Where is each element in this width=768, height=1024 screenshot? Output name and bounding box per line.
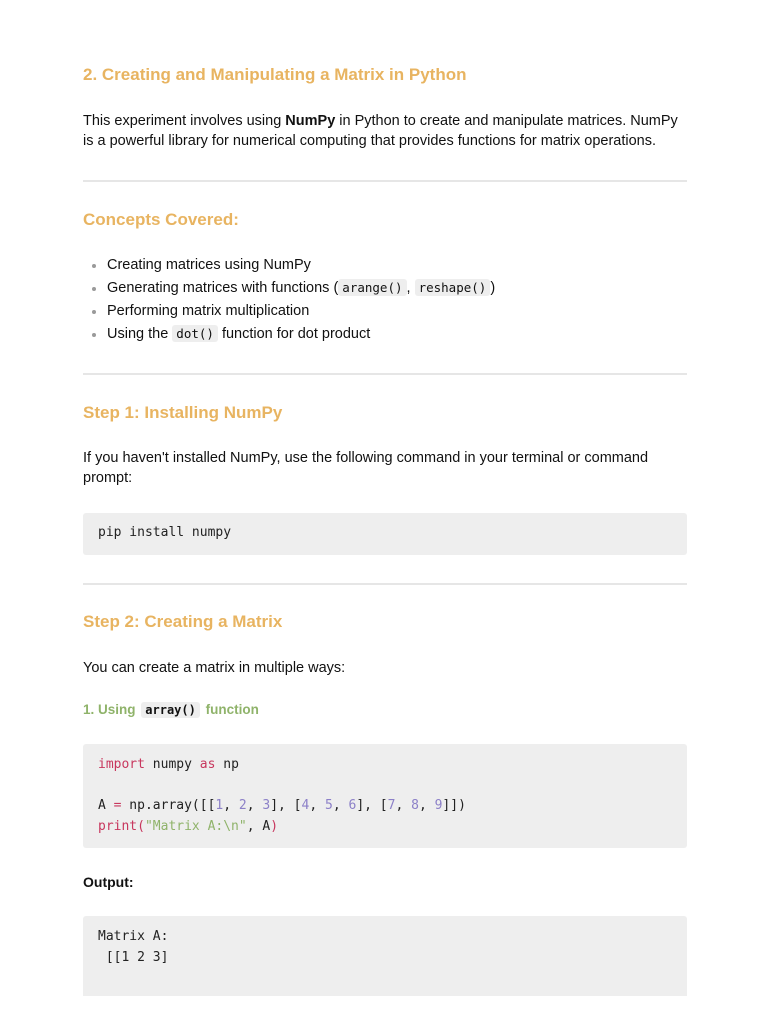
print-close: ) [270,818,279,834]
np-array-call: np.array([[ [121,798,216,813]
concept-item-3-text: Performing matrix multiplication [107,303,310,319]
num-9: 9 [434,798,443,813]
intro-text-end: in Python to create and manipulate matrices. NumPy is a powerful library for numerical computing that provides functions for matrix operations. [83,113,678,149]
num-8: 8 [411,798,419,813]
num-6: 6 [348,798,357,813]
num-7: 7 [387,798,396,813]
comma-2: , [246,798,263,813]
num-3: 3 [262,798,271,813]
section-title: 2. Creating and Manipulating a Matrix in Python [83,65,467,84]
code-line-import [98,757,239,772]
comma-6: , [418,798,435,813]
num-2: 2 [238,798,247,813]
step2-title: Step 2: Creating a Matrix [83,612,283,631]
step1-title: Step 1: Installing NumPy [83,403,283,422]
comma-5: , [395,798,412,813]
intro-bold-numpy: NumPy [285,113,336,129]
import-keyword: import [98,757,145,772]
step2-paragraph: You can create a matrix in multiple ways: [83,660,346,676]
concept-item-2 [83,278,687,301]
array-subheading [83,700,259,720]
num-4: 4 [301,798,310,813]
code-line-print [98,819,278,834]
concept-item-4 [83,324,687,347]
array-code-block[interactable] [83,744,687,848]
array-inline-code: array() [141,702,200,718]
concept-item-3 [83,301,687,324]
as-keyword: as [199,757,216,772]
row-sep-2: ], [ [356,798,388,813]
step1-paragraph: If you haven't installed NumPy, use the following command in your terminal or command prompt: [83,450,649,486]
concepts-list [83,255,687,347]
concepts-title: Concepts Covered: [83,210,239,229]
divider-3 [83,583,687,585]
array-subheading-suffix: function [205,702,259,717]
concept-item-2-text: Generating matrices with functions ( [107,280,339,296]
num-1: 1 [215,798,224,813]
intro-paragraph [83,111,687,151]
array-close: ]]) [442,798,466,813]
concept-item-2-close: ) [490,280,496,296]
output-line-1: Matrix A: [98,929,169,944]
module-alias: np [215,757,239,772]
output-line-2: [[1 2 3] [98,949,169,965]
code-line-array [98,798,466,813]
print-call: print( [98,818,145,834]
var-a: A [98,798,114,813]
print-args: , A [246,818,271,834]
concept-item-1 [83,255,687,278]
output-code-block[interactable] [83,916,687,996]
output-label: Output: [83,874,134,890]
concept-item-1-text: Creating matrices using NumPy [107,257,311,273]
arange-inline-code: arange() [338,279,406,296]
comma-3: , [309,798,325,813]
dot-inline-code: dot() [172,325,218,342]
array-subheading-prefix: 1. Using [83,702,136,717]
install-command: pip install numpy [98,525,232,540]
concept-item-4-text-end: function for dot product [217,326,371,342]
assign-op: = [113,798,122,813]
num-5: 5 [325,798,333,813]
divider-1 [83,180,687,182]
comma-4: , [332,798,349,813]
reshape-inline-code: reshape() [415,279,491,296]
concept-item-4-text: Using the [107,326,173,342]
divider-2 [83,373,687,375]
install-code-block[interactable] [83,513,687,555]
intro-text-start: This experiment involves using [83,113,286,129]
print-string: "Matrix A:\n" [144,818,247,834]
comma-1: , [223,798,239,813]
row-sep-1: ], [ [270,798,302,813]
concept-item-2-separator: , [406,280,415,296]
module-name: numpy [144,757,200,772]
